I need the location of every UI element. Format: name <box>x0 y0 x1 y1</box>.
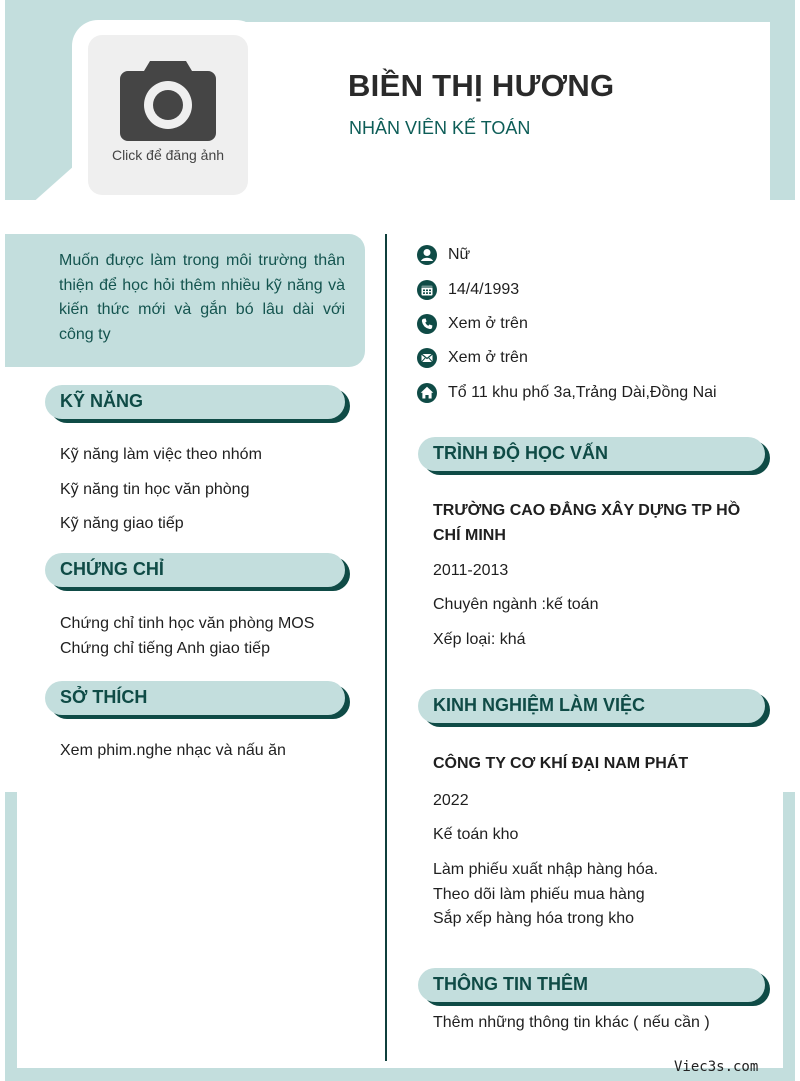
header-panel <box>230 22 770 200</box>
duty-item: Sắp xếp hàng hóa trong kho <box>433 910 635 927</box>
school-name-line: TRƯỜNG CAO ĐẲNG XÂY DỰNG TP HỒ <box>433 502 741 519</box>
contact-email <box>416 347 528 369</box>
job-title: NHÂN VIÊN KẾ TOÁN <box>349 118 531 138</box>
contact-phone <box>416 313 528 335</box>
photo-upload-label: Click để đăng ảnh <box>111 147 225 163</box>
school-name-line: CHÍ MINH <box>433 527 506 544</box>
duty-item: Theo dõi làm phiếu mua hàng <box>433 885 645 903</box>
skills-header <box>45 385 345 419</box>
certificates-title: CHỨNG CHỈ <box>60 559 164 579</box>
contact-birthday <box>416 279 519 301</box>
education-title: TRÌNH ĐỘ HỌC VẤN <box>433 443 608 463</box>
experience-year: 2022 <box>433 792 469 809</box>
contact-gender <box>416 244 470 266</box>
hobbies-header <box>45 681 345 715</box>
email-value: Xem ở trên <box>448 349 528 366</box>
home-icon <box>416 382 438 404</box>
experience-title: KINH NGHIỆM LÀM VIỆC <box>433 695 646 715</box>
certificate-item: Chứng chỉ tinh học văn phòng MOS <box>60 615 315 632</box>
additional-text: Thêm những thông tin khác ( nếu cần ) <box>433 1014 710 1031</box>
calendar-icon <box>416 279 438 301</box>
career-objective: Muốn được làm trong môi trường thân thiện để học hỏi thêm nhiều kỹ năng và kiến thức mới và gắn bó lâu dài với công ty <box>59 252 345 343</box>
skill-item: Kỹ năng làm việc theo nhóm <box>60 446 262 463</box>
envelope-icon <box>416 347 438 369</box>
company-name: CÔNG TY CƠ KHÍ ĐẠI NAM PHÁT <box>433 755 689 772</box>
additional-header <box>418 968 765 1002</box>
frame-left <box>5 792 17 1081</box>
hobbies-text: Xem phim.nghe nhạc và nấu ăn <box>60 742 286 759</box>
skill-item: Kỹ năng tin học văn phòng <box>60 481 250 498</box>
full-name: BIỀN THỊ HƯƠNG <box>348 68 615 103</box>
school-name <box>433 498 740 548</box>
user-icon <box>416 244 438 266</box>
experience-position: Kế toán kho <box>433 826 519 843</box>
address-value: Tổ 11 khu phố 3a,Trảng Dài,Đồng Nai <box>448 384 717 401</box>
camera-icon <box>120 57 216 141</box>
gender-value: Nữ <box>448 246 471 263</box>
photo-upload[interactable] <box>88 35 248 195</box>
frame-right <box>783 792 795 1081</box>
experience-header <box>418 689 765 723</box>
education-grade: Xếp loại: khá <box>433 631 526 648</box>
photo-tab-slant <box>30 165 75 205</box>
certificate-item: Chứng chỉ tiếng Anh giao tiếp <box>60 639 270 657</box>
contact-address <box>416 382 717 404</box>
hobbies-title: SỞ THÍCH <box>60 687 148 707</box>
education-header <box>418 437 765 471</box>
skill-item: Kỹ năng giao tiếp <box>60 515 184 532</box>
column-divider <box>385 234 387 1061</box>
duty-item: Làm phiếu xuất nhập hàng hóa. <box>433 861 659 878</box>
education-years: 2011-2013 <box>433 562 509 579</box>
skills-title: KỸ NĂNG <box>60 391 144 411</box>
certificates-list <box>60 612 314 661</box>
phone-icon <box>416 313 438 335</box>
duties-list <box>433 858 658 932</box>
birthday-value: 14/4/1993 <box>448 281 520 298</box>
education-major: Chuyên ngành :kế toán <box>433 596 599 613</box>
additional-title: THÔNG TIN THÊM <box>433 974 588 994</box>
phone-value: Xem ở trên <box>448 315 528 332</box>
footer-brand: Viec3s.com <box>674 1059 759 1075</box>
certificates-header <box>45 553 345 587</box>
